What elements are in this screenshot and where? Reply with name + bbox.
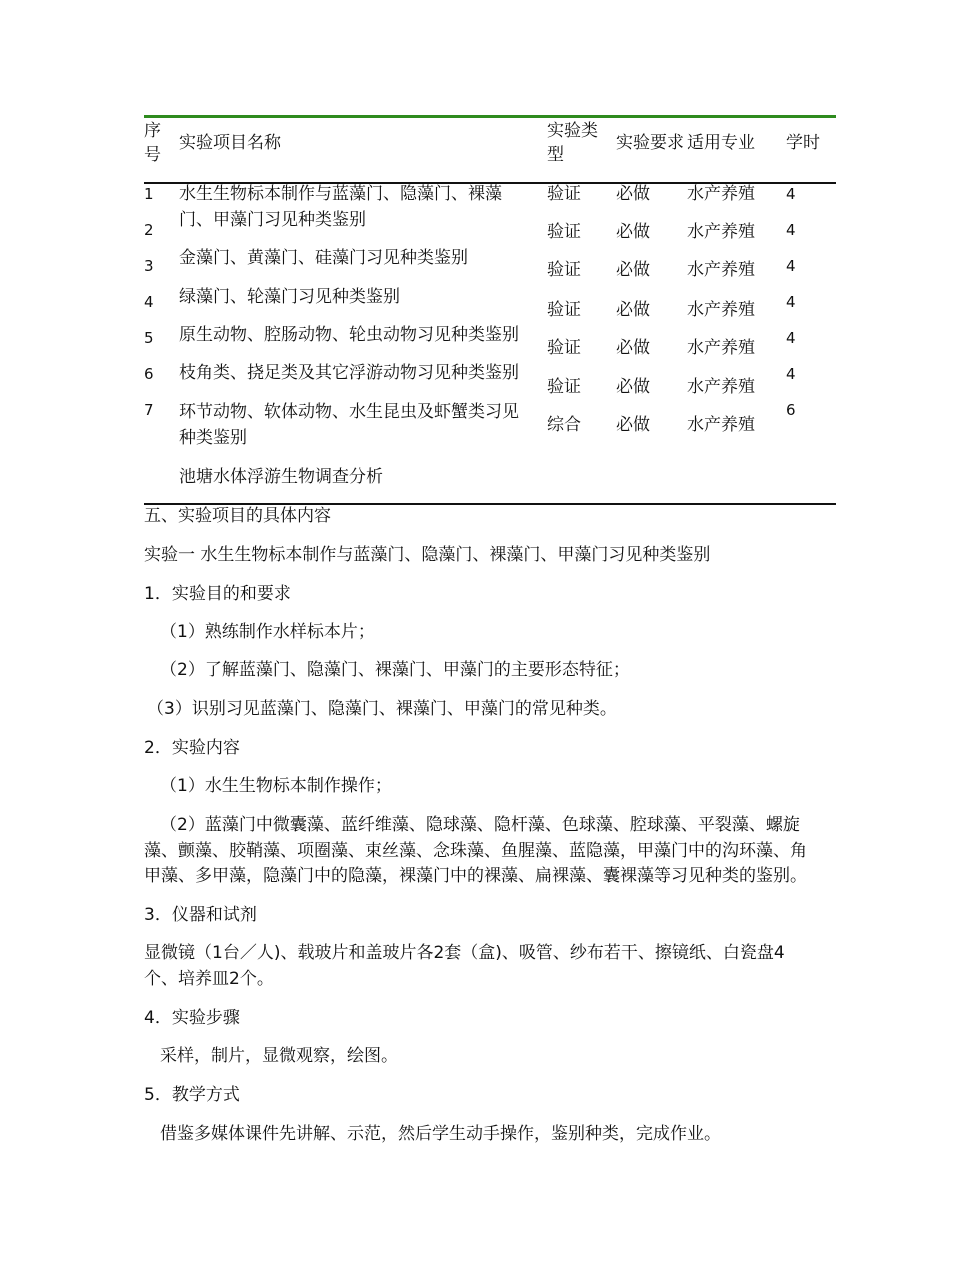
row-number: 5: [144, 329, 154, 347]
row-type: 综合: [547, 415, 581, 435]
paragraph-teaching: 借鉴多媒体课件先讲解、示范，然后学生动手操作，鉴别种类，完成作业。: [160, 1124, 721, 1144]
row-hours: 4: [786, 365, 796, 383]
row-name: 池塘水体浮游生物调查分析: [179, 467, 383, 487]
row-type: 验证: [547, 184, 581, 204]
header-type-line1: 实验类: [547, 121, 598, 141]
row-requirement: 必做: [616, 300, 650, 320]
header-hours: 学时: [786, 133, 820, 153]
header-type-line2: 型: [547, 145, 564, 165]
heading-purpose: 1．实验目的和要求: [144, 584, 291, 604]
row-type: 验证: [547, 260, 581, 280]
row-hours: 4: [786, 257, 796, 275]
row-major: 水产养殖: [687, 338, 755, 358]
row-number: 4: [144, 293, 154, 311]
header-name: 实验项目名称: [179, 133, 281, 153]
row-type: 验证: [547, 338, 581, 358]
row-number: 7: [144, 401, 154, 419]
row-requirement: 必做: [616, 415, 650, 435]
paragraph-content-2-line3: 甲藻、多甲藻，隐藻门中的隐藻，裸藻门中的裸藻、扁裸藻、囊裸藻等习见种类的鉴别。: [144, 866, 807, 886]
row-requirement: 必做: [616, 338, 650, 358]
row-hours: 6: [786, 401, 796, 419]
row-number: 1: [144, 185, 154, 203]
row-name: 种类鉴别: [179, 428, 247, 448]
heading-teaching: 5．教学方式: [144, 1085, 240, 1105]
heading-steps: 4．实验步骤: [144, 1008, 240, 1028]
row-name: 金藻门、黄藻门、硅藻门习见种类鉴别: [179, 248, 468, 268]
row-major: 水产养殖: [687, 184, 755, 204]
heading-content: 2．实验内容: [144, 738, 240, 758]
row-number: 6: [144, 365, 154, 383]
row-name: 门、甲藻门习见种类鉴别: [179, 210, 366, 230]
paragraph-content-2-line1: （2）蓝藻门中微囊藻、蓝纤维藻、隐球藻、隐杆藻、色球藻、腔球藻、平裂藻、螺旋: [160, 815, 800, 835]
row-requirement: 必做: [616, 260, 650, 280]
heading-instruments: 3．仪器和试剂: [144, 905, 257, 925]
paragraph-content-1: （1）水生生物标本制作操作；: [160, 776, 392, 796]
row-requirement: 必做: [616, 377, 650, 397]
paragraph-steps: 采样，制片，显微观察，绘图。: [160, 1046, 398, 1066]
section-title: 五、实验项目的具体内容: [144, 506, 331, 526]
row-hours: 4: [786, 221, 796, 239]
row-major: 水产养殖: [687, 222, 755, 242]
table-top-rule: [144, 115, 836, 118]
row-major: 水产养殖: [687, 300, 755, 320]
paragraph-instruments-line2: 个、培养皿2个。: [144, 969, 274, 989]
row-type: 验证: [547, 222, 581, 242]
row-hours: 4: [786, 329, 796, 347]
row-hours: 4: [786, 293, 796, 311]
row-type: 验证: [547, 300, 581, 320]
paragraph-purpose-1: （1）熟练制作水样标本片；: [160, 622, 375, 642]
row-major: 水产养殖: [687, 260, 755, 280]
row-number: 2: [144, 221, 154, 239]
paragraph-content-2-line2: 藻、颤藻、胶鞘藻、项圈藻、束丝藻、念珠藻、鱼腥藻、蓝隐藻，甲藻门中的沟环藻、角: [144, 841, 807, 861]
row-name: 原生动物、腔肠动物、轮虫动物习见种类鉴别: [179, 325, 519, 345]
row-requirement: 必做: [616, 184, 650, 204]
row-number: 3: [144, 257, 154, 275]
header-requirement: 实验要求: [616, 133, 684, 153]
row-requirement: 必做: [616, 222, 650, 242]
row-name: 枝角类、挠足类及其它浮游动物习见种类鉴别: [179, 363, 519, 383]
header-seq-line2: 号: [144, 145, 161, 165]
row-hours: 4: [786, 185, 796, 203]
experiment-title: 实验一 水生生物标本制作与蓝藻门、隐藻门、裸藻门、甲藻门习见种类鉴别: [144, 545, 711, 565]
paragraph-purpose-2: （2）了解蓝藻门、隐藻门、裸藻门、甲藻门的主要形态特征；: [160, 660, 630, 680]
row-name: 水生生物标本制作与蓝藻门、隐藻门、裸藻: [179, 184, 502, 204]
row-type: 验证: [547, 377, 581, 397]
row-name: 环节动物、软体动物、水生昆虫及虾蟹类习见: [179, 402, 519, 422]
paragraph-purpose-3: （3）识别习见蓝藻门、隐藻门、裸藻门、甲藻门的常见种类。: [147, 699, 617, 719]
row-major: 水产养殖: [687, 377, 755, 397]
row-major: 水产养殖: [687, 415, 755, 435]
paragraph-instruments-line1: 显微镜（1台／人)、载玻片和盖玻片各2套（盒)、吸管、纱布若干、擦镜纸、白瓷盘4: [144, 943, 785, 963]
row-name: 绿藻门、轮藻门习见种类鉴别: [179, 287, 400, 307]
header-major: 适用专业: [687, 133, 755, 153]
header-seq-line1: 序: [144, 121, 161, 141]
